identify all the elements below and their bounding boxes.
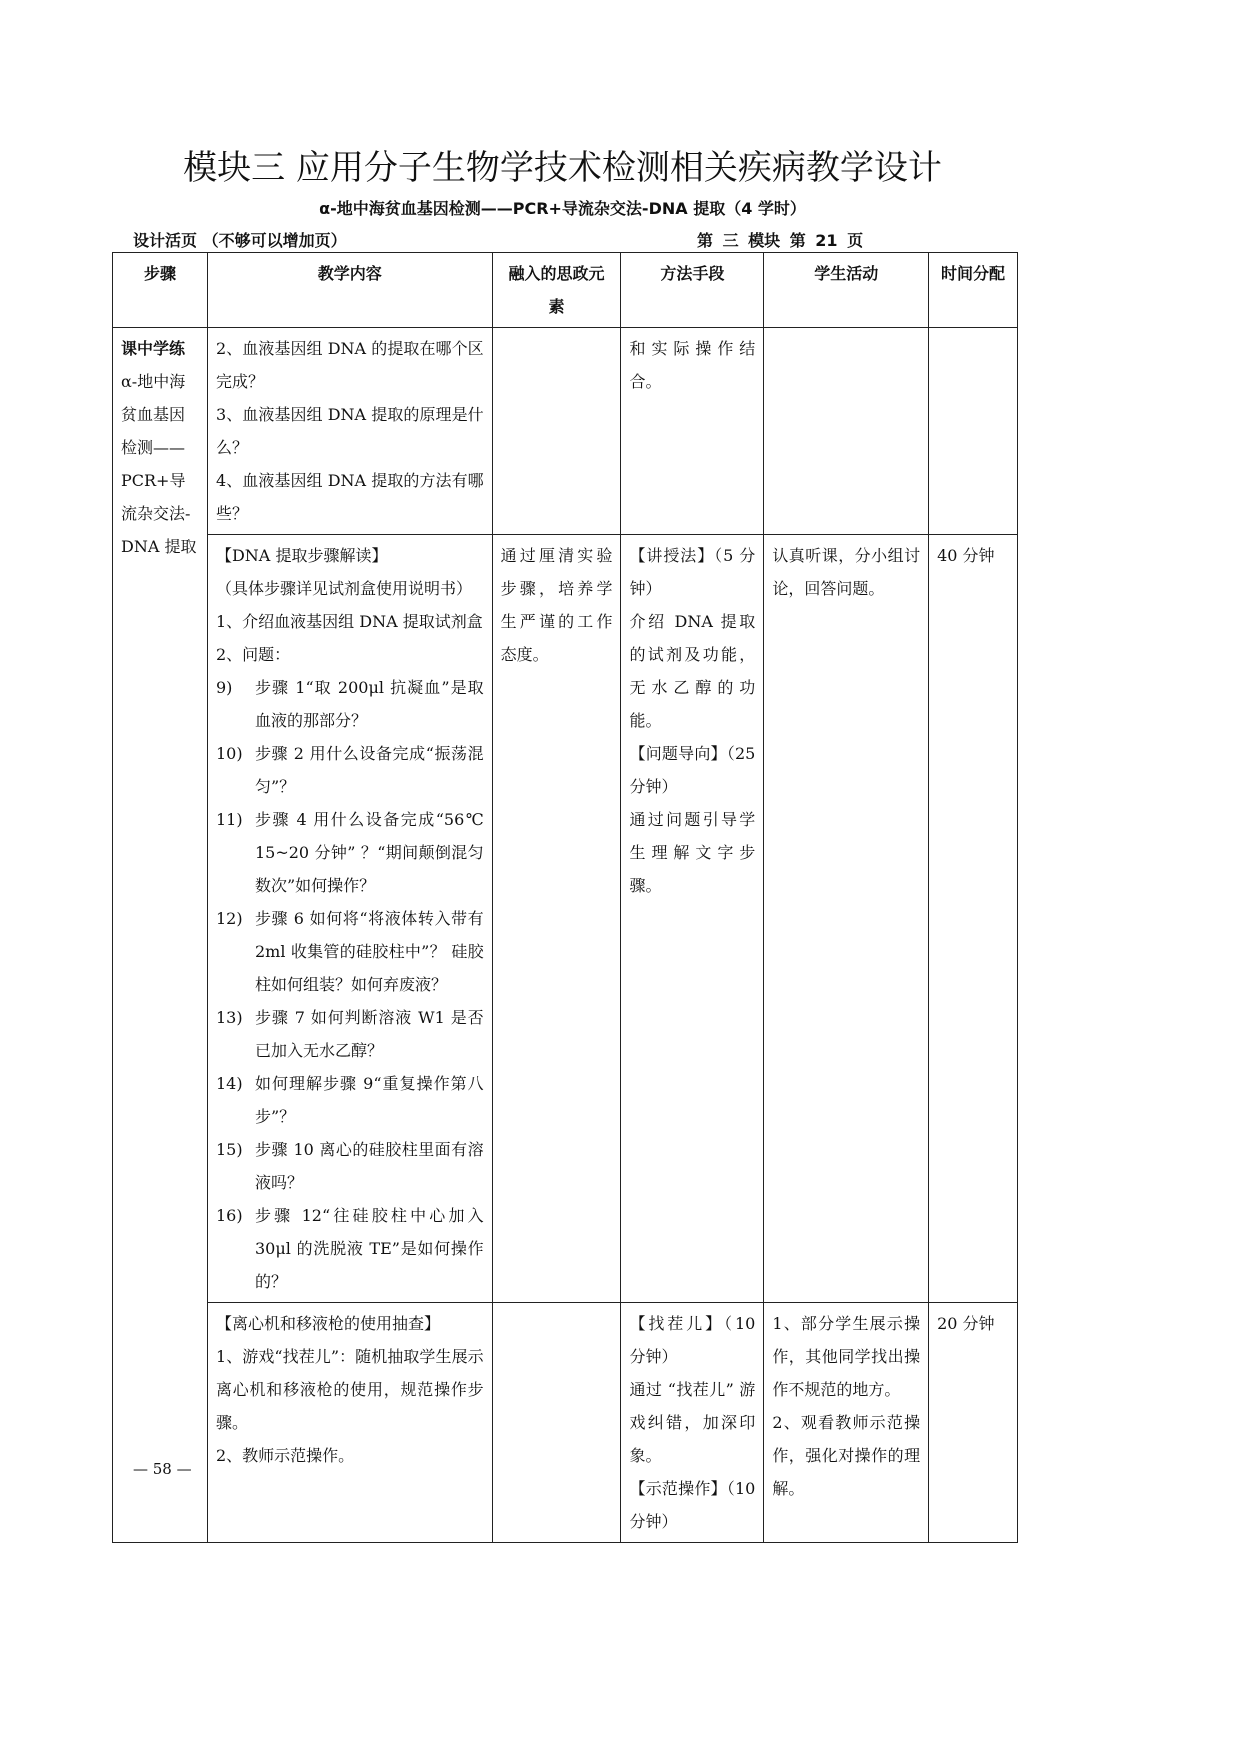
question-text: 步骤 6 如何将“将液体转入带有 2ml 收集管的硅胶柱中”？ 硅胶柱如何组装？如何弃废液？: [254, 909, 484, 994]
question-item: [216, 671, 484, 737]
method-cell: [621, 1303, 764, 1543]
header-ideology: 融入的思政元素: [492, 253, 621, 328]
activity-cell: [764, 328, 929, 535]
question-item: [216, 1067, 484, 1133]
question-item: [216, 803, 484, 902]
content-line: 2、血液基因组 DNA 的提取在哪个区完成？: [215, 339, 484, 391]
time-cell: 20 分钟: [929, 1303, 1018, 1543]
header-activity: 学生活动: [764, 253, 929, 328]
content-line: 2、问题：: [215, 645, 291, 664]
question-number: 11): [215, 810, 243, 829]
header-time: 时间分配: [929, 253, 1018, 328]
question-number: 13): [215, 1008, 243, 1027]
header-content: 教学内容: [207, 253, 492, 328]
step-cell: [113, 328, 208, 1543]
question-text: 步骤 4 用什么设备完成“56℃ 15~20 分钟” ？“期间颠倒混匀数次”如何操作？: [254, 810, 484, 895]
question-text: 步骤 1“取 200μl 抗凝血”是取血液的那部分？: [254, 678, 484, 730]
time-cell: 40 分钟: [929, 535, 1018, 1303]
page-module-label: 第 三 模块 第 21 页: [697, 231, 864, 250]
ideology-cell: [492, 328, 621, 535]
question-number: 12): [215, 909, 243, 928]
method-line: 【示范操作】（10 分钟）: [629, 1479, 756, 1531]
question-number: 15): [215, 1140, 243, 1159]
activity-line: 1、部分学生展示操作，其他同学找出操作不规范的地方。: [772, 1314, 921, 1399]
header-row: [113, 253, 1018, 328]
question-number: 16): [215, 1206, 243, 1225]
step-bold: 课中学练: [121, 339, 186, 358]
question-item: [216, 737, 484, 803]
question-number: 14): [215, 1074, 243, 1093]
content-cell: [207, 535, 492, 1303]
content-cell: [207, 328, 492, 535]
activity-line: 2、观看教师示范操作，强化对操作的理解。: [772, 1413, 921, 1498]
question-number: 9): [215, 678, 233, 697]
table-row: [113, 535, 1018, 1303]
method-cell: 和实际操作结合。: [621, 328, 764, 535]
page-number: — 58 —: [133, 1460, 192, 1478]
question-text: 步骤 12“往硅胶柱中心加入 30μl 的洗脱液 TE”是如何操作的？: [254, 1206, 484, 1291]
question-item: [216, 1199, 484, 1298]
content-line: 【DNA 提取步骤解读】: [215, 546, 388, 565]
question-item: [216, 1001, 484, 1067]
page-title: 模块三 应用分子生物学技术检测相关疾病教学设计: [183, 148, 942, 188]
method-line: 【问题导向】（25 分钟）: [629, 744, 756, 796]
table-row: [113, 328, 1018, 535]
content-line: 4、血液基因组 DNA 提取的方法有哪些？: [215, 471, 484, 523]
method-line: 介绍 DNA 提取的试剂及功能，无水乙醇的功能。: [629, 612, 756, 730]
activity-cell: 认真听课，分小组讨论，回答问题。: [764, 535, 929, 1303]
subtitle: α-地中海贫血基因检测——PCR+导流杂交法-DNA 提取（4 学时）: [319, 199, 806, 218]
question-item: [216, 1133, 484, 1199]
header-step: 步骤: [113, 253, 208, 328]
content-line: 2、教师示范操作。: [215, 1446, 355, 1465]
method-line: 【找茬儿】（10 分钟）: [629, 1314, 756, 1366]
activity-cell: [764, 1303, 929, 1543]
question-text: 步骤 2 用什么设备完成“振荡混匀”？: [254, 744, 484, 796]
content-line: 1、游戏“找茬儿”：随机抽取学生展示离心机和移液枪的使用，规范操作步骤。: [215, 1347, 484, 1432]
question-text: 如何理解步骤 9“重复操作第八步”？: [254, 1074, 484, 1126]
design-sheet-label: 设计活页 （不够可以增加页）: [133, 231, 347, 250]
method-line: 通过 “找茬儿” 游戏纠错，加深印象。: [629, 1380, 756, 1465]
content-cell: [207, 1303, 492, 1543]
ideology-cell: [492, 1303, 621, 1543]
step-text: α-地中海贫血基因检测——PCR+导流杂交法-DNA 提取: [121, 372, 197, 556]
header-method: 方法手段: [621, 253, 764, 328]
content-line: 【离心机和移液枪的使用抽查】: [215, 1314, 440, 1333]
content-line: 3、血液基因组 DNA 提取的原理是什么？: [215, 405, 484, 457]
method-cell: [621, 535, 764, 1303]
time-cell: [929, 328, 1018, 535]
method-line: 通过问题引导学生理解文字步骤。: [629, 810, 756, 895]
lesson-table: [112, 252, 1018, 1543]
question-number: 10): [215, 744, 243, 763]
question-item: [216, 902, 484, 1001]
table-row: [113, 1303, 1018, 1543]
question-text: 步骤 7 如何判断溶液 W1 是否已加入无水乙醇？: [254, 1008, 484, 1060]
ideology-cell: 通过厘清实验步骤，培养学生严谨的工作态度。: [492, 535, 621, 1303]
question-text: 步骤 10 离心的硅胶柱里面有溶液吗？: [254, 1140, 484, 1192]
content-line: 1、介绍血液基因组 DNA 提取试剂盒: [215, 612, 483, 631]
method-line: 【讲授法】（5 分钟）: [629, 546, 756, 598]
content-line: （具体步骤详见试剂盒使用说明书）: [215, 579, 472, 598]
